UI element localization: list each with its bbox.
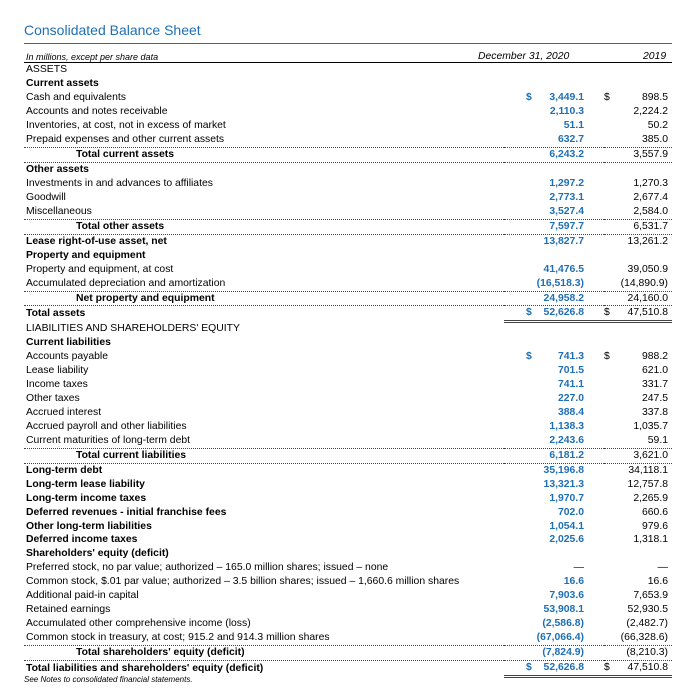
value-2019 (604, 249, 672, 263)
value-2019 (604, 322, 672, 336)
cell-value: 2,110.3 (549, 105, 584, 117)
value-2020 (504, 191, 604, 205)
column-header-2019: 2019 (643, 51, 667, 62)
cell-value: 979.6 (641, 520, 668, 532)
row-label: Common stock, $.01 par value; authorized – 3.5 billion shares; issued – 1,660.6 million shares (26, 576, 460, 588)
row-label: Goodwill (26, 191, 66, 203)
value-2020 (504, 378, 604, 392)
cell-value: 13,827.7 (543, 235, 584, 247)
value-2019 (604, 589, 672, 603)
value-2019 (604, 434, 672, 448)
row-label: Long-term lease liability (26, 478, 145, 490)
table-row (24, 291, 672, 306)
row-label: Income taxes (26, 378, 88, 390)
row-label: Accounts and notes receivable (26, 105, 168, 117)
cell-value: 24,958.2 (543, 292, 584, 304)
table-row (24, 63, 672, 77)
row-label: Property and equipment (26, 249, 146, 261)
dollar-sign: $ (526, 91, 532, 103)
table-row (24, 306, 672, 322)
table-row (24, 350, 672, 364)
row-label: Shareholders' equity (deficit) (26, 548, 169, 560)
row-label: Accumulated depreciation and amortization (24, 277, 504, 291)
value-2019 (604, 631, 672, 645)
row-label: Common stock in treasury, at cost; 915.2 and 914.3 million shares (24, 631, 504, 645)
cell-value: 1,270.3 (633, 177, 668, 189)
value-2020 (504, 306, 604, 322)
cell-value: (16,518.3) (536, 277, 584, 289)
value-2019 (604, 91, 672, 105)
table-row (24, 448, 672, 463)
dollar-sign: $ (604, 307, 610, 319)
value-2020 (504, 63, 604, 77)
value-2019 (604, 105, 672, 119)
row-label: Investments in and advances to affiliates (26, 177, 213, 189)
table-row (24, 478, 672, 492)
table-row (24, 378, 672, 392)
value-2020 (504, 603, 604, 617)
row-label: Accrued payroll and other liabilities (26, 420, 187, 432)
cell-value: 34,118.1 (628, 464, 668, 476)
value-2019 (604, 162, 672, 176)
cell-value: 3,527.4 (549, 205, 584, 217)
table-row (24, 463, 672, 477)
cell-value: 24,160.0 (627, 292, 668, 304)
table-row (24, 119, 672, 133)
row-label: Additional paid-in capital (26, 590, 139, 602)
table-row (24, 589, 672, 603)
row-label: Total liabilities and shareholders' equity (deficit) (26, 662, 264, 674)
cell-value: 7,903.6 (549, 590, 584, 602)
value-2019 (604, 661, 672, 677)
table-row (24, 234, 672, 248)
cell-value: 2,677.4 (633, 191, 668, 203)
cell-value: 1,970.7 (549, 492, 584, 504)
dollar-sign: $ (604, 91, 610, 103)
row-label: Deferred income taxes (26, 534, 138, 546)
value-2020 (504, 448, 604, 463)
value-2020 (504, 322, 604, 336)
cell-value: 41,476.5 (543, 263, 584, 275)
dollar-sign: $ (526, 307, 532, 319)
value-2020 (504, 291, 604, 306)
cell-value: 13,321.3 (543, 478, 584, 490)
value-2019 (604, 561, 672, 575)
footnote: See Notes to consolidated financial statements. (24, 675, 193, 684)
table-row (24, 162, 672, 176)
cell-value: 388.4 (557, 406, 584, 418)
cell-value: (2,482.7) (626, 618, 668, 630)
cell-value: — (657, 562, 668, 574)
value-2019 (604, 617, 672, 631)
value-2020 (504, 105, 604, 119)
cell-value: 13,261.2 (627, 235, 668, 247)
cell-value: 1,054.1 (549, 520, 584, 532)
value-2019 (604, 77, 672, 91)
value-2019 (604, 392, 672, 406)
table-row (24, 520, 672, 534)
row-label: Other taxes (26, 392, 80, 404)
value-2020 (504, 506, 604, 520)
value-2020 (504, 661, 604, 677)
cell-value: 6,243.2 (549, 148, 584, 160)
value-2019 (604, 575, 672, 589)
cell-value: 16.6 (647, 576, 668, 588)
cell-value: 51.1 (563, 119, 584, 131)
value-2019 (604, 336, 672, 350)
row-label: Total other assets (24, 219, 504, 234)
value-2020 (504, 492, 604, 506)
row-label: Inventories, at cost, not in excess of market (26, 119, 226, 131)
value-2020 (504, 575, 604, 589)
value-2019 (604, 277, 672, 291)
cell-value: 3,449.1 (549, 91, 584, 103)
table-row (24, 547, 672, 561)
row-label: Total current assets (24, 147, 504, 162)
table-row (24, 561, 672, 575)
value-2019 (604, 533, 672, 547)
cell-value: 660.6 (641, 506, 668, 518)
cell-value: 6,531.7 (633, 220, 668, 232)
value-2019 (604, 191, 672, 205)
cell-value: 988.2 (641, 350, 668, 362)
cell-value: (7,824.9) (542, 647, 584, 659)
row-label: Accumulated other comprehensive income (loss) (26, 618, 251, 630)
value-2020 (504, 561, 604, 575)
table-row (24, 392, 672, 406)
value-2020 (504, 646, 604, 661)
cell-value: 741.3 (557, 350, 584, 362)
value-2020 (504, 350, 604, 364)
value-2020 (504, 177, 604, 191)
cell-value: 50.2 (647, 119, 668, 131)
value-2020 (504, 263, 604, 277)
cell-value: 16.6 (563, 576, 584, 588)
value-2019 (604, 603, 672, 617)
cell-value: 35,196.8 (543, 464, 584, 476)
cell-value: 702.0 (557, 506, 584, 518)
row-label: Long-term debt (26, 464, 103, 476)
value-2020 (504, 617, 604, 631)
value-2019 (604, 205, 672, 219)
title-divider (24, 43, 672, 44)
cell-value: 385.0 (641, 133, 668, 145)
value-2019 (604, 506, 672, 520)
column-header-2020: December 31, 2020 (478, 51, 570, 62)
row-label: Property and equipment, at cost (26, 263, 174, 275)
cell-value: 2,243.6 (549, 434, 584, 446)
value-2019 (604, 291, 672, 306)
cell-value: 2,224.2 (633, 105, 668, 117)
table-row (24, 277, 672, 291)
row-label: Lease liability (26, 364, 89, 376)
cell-value: 53,908.1 (543, 604, 584, 616)
cell-value: 52,930.5 (627, 604, 668, 616)
cell-value: 1,138.3 (549, 420, 584, 432)
cell-value: (67,066.4) (536, 632, 584, 644)
cell-value: 331.7 (641, 378, 668, 390)
table-row (24, 177, 672, 191)
table-row (24, 364, 672, 378)
row-label: Current maturities of long-term debt (24, 434, 504, 448)
value-2020 (504, 631, 604, 645)
dollar-sign: $ (604, 662, 610, 674)
table-row (24, 336, 672, 350)
value-2019 (604, 219, 672, 234)
cell-value: 7,653.9 (633, 590, 668, 602)
value-2020 (504, 406, 604, 420)
row-label: Current assets (26, 77, 99, 89)
cell-value: 2,584.0 (633, 205, 668, 217)
value-2019 (604, 646, 672, 661)
value-2020 (504, 205, 604, 219)
value-2020 (504, 133, 604, 147)
value-2020 (504, 364, 604, 378)
cell-value: — (573, 562, 584, 574)
table-row (24, 191, 672, 205)
value-2019 (604, 463, 672, 477)
dollar-sign: $ (604, 350, 610, 362)
row-label: Preferred stock, no par value; authorized – 165.0 million shares; issued – none (26, 562, 389, 574)
table-row (24, 219, 672, 234)
table-row (24, 147, 672, 162)
cell-value: 1,297.2 (549, 177, 584, 189)
cell-value: (2,586.8) (542, 618, 584, 630)
row-label: Retained earnings (26, 604, 111, 616)
table-row (24, 575, 672, 589)
value-2020 (504, 392, 604, 406)
value-2020 (504, 249, 604, 263)
cell-value: 3,557.9 (633, 148, 668, 160)
row-label: Other assets (26, 163, 89, 175)
value-2020 (504, 147, 604, 162)
table-row (24, 322, 672, 336)
value-2019 (604, 234, 672, 248)
cell-value: 247.5 (641, 392, 668, 404)
value-2019 (604, 63, 672, 77)
cell-value: 632.7 (557, 133, 584, 145)
row-label: Accrued interest (26, 406, 102, 418)
value-2020 (504, 589, 604, 603)
dollar-sign: $ (526, 662, 532, 674)
value-2020 (504, 219, 604, 234)
table-row (24, 506, 672, 520)
dollar-sign: $ (526, 350, 532, 362)
value-2019 (604, 364, 672, 378)
value-2019 (604, 547, 672, 561)
table-row (24, 492, 672, 506)
row-label: LIABILITIES AND SHAREHOLDERS' EQUITY (26, 322, 240, 334)
cell-value: 2,773.1 (549, 191, 584, 203)
table-row (24, 434, 672, 448)
row-label: ASSETS (26, 64, 67, 75)
value-2019 (604, 263, 672, 277)
value-2020 (504, 77, 604, 91)
value-2020 (504, 420, 604, 434)
cell-value: (14,890.9) (620, 277, 668, 289)
table-row (24, 91, 672, 105)
cell-value: 52,626.8 (543, 307, 584, 319)
value-2020 (504, 478, 604, 492)
cell-value: 741.1 (557, 378, 584, 390)
cell-value: 6,181.2 (549, 449, 584, 461)
cell-value: 12,757.8 (627, 478, 668, 490)
value-2020 (504, 119, 604, 133)
page-title: Consolidated Balance Sheet (24, 22, 201, 38)
row-label: Cash and equivalents (26, 91, 126, 103)
table-row (24, 617, 672, 631)
table-row (24, 603, 672, 617)
table-row (24, 631, 672, 645)
value-2020 (504, 91, 604, 105)
value-2019 (604, 378, 672, 392)
cell-value: 7,597.7 (549, 220, 584, 232)
value-2019 (604, 406, 672, 420)
row-label: Prepaid expenses and other current assets (24, 133, 504, 147)
table-row (24, 105, 672, 119)
cell-value: 39,050.9 (627, 263, 668, 275)
cell-value: 2,265.9 (633, 492, 668, 504)
row-label: Other long-term liabilities (26, 520, 152, 532)
value-2019 (604, 420, 672, 434)
value-2020 (504, 533, 604, 547)
value-2019 (604, 133, 672, 147)
value-2020 (504, 277, 604, 291)
cell-value: 47,510.8 (627, 307, 668, 319)
cell-value: 898.5 (641, 91, 668, 103)
row-label: Miscellaneous (24, 205, 504, 219)
cell-value: 47,510.8 (627, 662, 668, 674)
value-2020 (504, 434, 604, 448)
cell-value: 1,318.1 (633, 534, 668, 546)
value-2019 (604, 350, 672, 364)
value-2020 (504, 234, 604, 248)
row-label: Total shareholders' equity (deficit) (24, 646, 504, 661)
value-2020 (504, 547, 604, 561)
value-2019 (604, 177, 672, 191)
balance-sheet-table (24, 63, 672, 678)
cell-value: (66,328.6) (620, 632, 668, 644)
cell-value: 621.0 (641, 364, 668, 376)
row-label: Lease right-of-use asset, net (26, 235, 167, 247)
value-2019 (604, 306, 672, 322)
cell-value: 59.1 (647, 434, 668, 446)
row-label: Total current liabilities (24, 448, 504, 463)
table-row (24, 263, 672, 277)
value-2020 (504, 336, 604, 350)
cell-value: 2,025.6 (549, 534, 584, 546)
units-note: In millions, except per share data (26, 52, 159, 62)
value-2020 (504, 520, 604, 534)
row-label: Long-term income taxes (26, 492, 147, 504)
table-row (24, 420, 672, 434)
value-2019 (604, 492, 672, 506)
cell-value: 227.0 (557, 392, 584, 404)
table-row (24, 406, 672, 420)
value-2019 (604, 119, 672, 133)
row-label: Total assets (26, 308, 86, 320)
cell-value: 3,621.0 (633, 449, 668, 461)
cell-value: 1,035.7 (633, 420, 668, 432)
row-label: Current liabilities (26, 336, 111, 348)
cell-value: (8,210.3) (626, 647, 668, 659)
row-label: Net property and equipment (24, 291, 504, 306)
table-row (24, 533, 672, 547)
table-row (24, 77, 672, 91)
cell-value: 337.8 (641, 406, 668, 418)
table-row (24, 205, 672, 219)
value-2020 (504, 162, 604, 176)
cell-value: 701.5 (557, 364, 584, 376)
value-2019 (604, 448, 672, 463)
cell-value: 52,626.8 (543, 662, 584, 674)
table-row (24, 133, 672, 147)
row-label: Deferred revenues - initial franchise fees (26, 506, 227, 518)
value-2019 (604, 520, 672, 534)
table-row (24, 249, 672, 263)
value-2020 (504, 463, 604, 477)
value-2019 (604, 147, 672, 162)
row-label: Accounts payable (26, 350, 109, 362)
table-row (24, 646, 672, 661)
value-2019 (604, 478, 672, 492)
